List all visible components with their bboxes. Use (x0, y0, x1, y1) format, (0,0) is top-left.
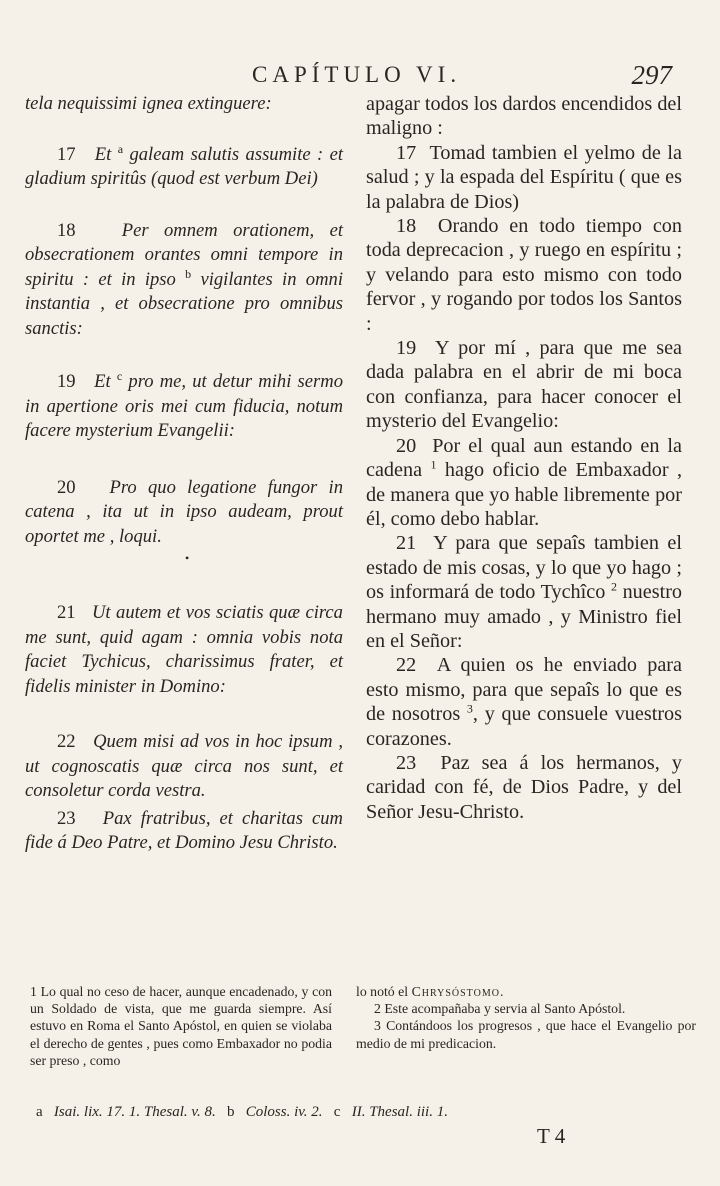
verse-number: 18 (396, 215, 417, 238)
footnote-2: 2 Este acompañaba y servia al Santo Apóstol. (374, 1001, 626, 1017)
verse-text: hago oficio de Embaxador , de manera que yo hable libremente por él, como debo hablar. (366, 459, 683, 530)
verse-text: Pro quo legatione fungor in catena , ita ut in ipso audeam, prout oportet me , loqui. (25, 476, 343, 547)
verse-number: 20 (396, 434, 417, 457)
footnote-right-column (356, 983, 696, 1052)
spanish-verse-19 (366, 336, 682, 434)
latin-verse-22 (25, 730, 343, 804)
spanish-verse-17 (366, 141, 682, 214)
verse-text: Ut autem et vos sciatis quæ circa me sunt, quid agam : omnia vobis nota faciet Tychicus, charissimus frater, et fidelis minister in Domino: (25, 602, 343, 697)
verse-number: 18 (57, 219, 76, 241)
footnote-author: Chrysóstomo. (411, 984, 505, 999)
verse-text: Et (94, 371, 111, 392)
verse-text: , y que consuele vuestros corazones. (366, 703, 682, 750)
reference-marker: a (36, 1104, 43, 1120)
verse-number: 19 (57, 371, 76, 392)
spanish-verse-16-end: apagar todos los dardos encendidos del maligno : (366, 93, 682, 140)
cross-references (36, 1104, 686, 1121)
verse-text: Y por mí , para que me sea dada palabra en el abrir de mi boca con confianza, para hacer conocer el mysterio del Evangelio: (366, 337, 683, 433)
reference-text: Isai. lix. 17. 1. Thesal. v. 8. (53, 1104, 216, 1120)
verse-number: 20 (57, 476, 76, 498)
verse-number: 22 (396, 654, 417, 677)
spanish-verse-20 (366, 434, 682, 532)
reference-marker: c (333, 1104, 341, 1120)
footnote-1-continuation (356, 983, 696, 1000)
latin-verse-23 (25, 807, 343, 856)
footnote-text: lo notó el (356, 984, 409, 999)
verse-text: Y para que sepaîs tambien el estado de mis cosas, y lo que yo hago ; os informará de todo Tychîco (366, 532, 682, 604)
verse-text: Tomad tambien el yelmo de la salud ; y la espada del Espíritu ( que es la palabra de Dios) (366, 141, 683, 213)
footnote-3: 3 Contándoos los progresos , que hace el Evangelio por medio de mi predicacion. (356, 1018, 696, 1051)
verse-text: Quem misi ad vos in hoc ipsum , ut cognoscatis quæ circa nos sunt, et consoletur corda vestra. (25, 731, 344, 801)
footnote-marker: 1 (430, 457, 437, 472)
verse-number: 17 (396, 141, 417, 164)
verse-text: Per omnem orationem, et obsecrationem orantes omni tempore in spiritu : et in ipso (25, 219, 343, 290)
signature-mark: T 4 (537, 1124, 566, 1148)
spanish-verse-18 (366, 214, 682, 336)
verse-text: Paz sea á los hermanos, y caridad con fé, de Dios Padre, y del Señor Jesu-Christo. (366, 751, 682, 823)
verse-text: Orando en todo tiempo con toda deprecacion , y ruego en espíritu ; y velando para esto mismo con todo fervor , y rogando por todos los Santos : (366, 215, 682, 335)
latin-verse-18 (25, 219, 343, 342)
spanish-column (366, 92, 682, 824)
verse-number: 22 (57, 731, 76, 752)
spanish-verse-23 (366, 751, 682, 824)
verse-number: 19 (396, 337, 417, 360)
verse-number: 21 (57, 602, 76, 623)
latin-verse-17 (25, 143, 343, 192)
spanish-verse-21 (366, 531, 682, 653)
verse-number: 23 (57, 807, 76, 829)
verse-text: A quien os he enviado para esto mismo, para que sepaîs lo que es de nosotros (366, 654, 682, 726)
running-head: CAPÍTULO VI. (252, 62, 462, 87)
verse-text: galeam salutis assumite : et gladium spiritûs (quod est verbum Dei) (25, 143, 344, 189)
latin-column: tela nequissimi ignea extinguere: 17 Et $^a$ galeam salutis assumite : et gladium spiritûs (quod est verbum Dei) 18 Per omnem orationem, et obsecrationem orantes omni tempore in spiritu : et in ipso $^b$ vigilantes in omni instantia , et obsecratione pro omnibus sanctis: 19 Et $^c$ pro me, ut detur mihi sermo in apertione oris mei cum fiducia, notum facere mysterium Evangelii: 20 Pro quo legatione fungor in catena , ita ut in ipso audeam, prout oportet me , loqui. • 21 Ut autem et vos sciatis quæ circa me sunt, quid agam : omnia vobis nota faciet Tychicus, charissimus frater, et fidelis minister in Domino: 22 Quem misi ad vos in hoc ipsum , ut cognoscatis quæ circa nos sunt, et consoletur corda vestra. 23 Pax fratribus, et charitas cum fide á Deo Patre, et Domino Jesu Christo. (25, 92, 343, 856)
footnote-1: 1 Lo qual no ceso de hacer, aunque encadenado, y con un Soldado de vista, que me guarda siempre. Así estuvo en Roma el Santo Apóstol, en quien se violaba el derecho de gentes , pues como Embaxador no podia ser preso , como (30, 984, 332, 1068)
footnote-left-column (30, 983, 332, 1069)
verse-number: 23 (396, 751, 417, 774)
reference-marker: a (117, 141, 124, 156)
reference-text: Coloss. iv. 2. (245, 1104, 323, 1120)
verse-text: Et (94, 143, 112, 165)
latin-verse-16-end: tela nequissimi ignea extinguere: (25, 93, 272, 114)
verse-number: 17 (57, 143, 76, 165)
verse-text: vigilantes in omni instantia , et obsecratione pro omnibus sanctis: (25, 268, 343, 339)
latin-verse-19 (25, 370, 343, 444)
reference-text: II. Thesal. iii. 1. (351, 1104, 448, 1120)
verse-text: Pax fratribus, et charitas cum fide á Deo Patre, et Domino Jesu Christo. (25, 807, 343, 853)
verse-number: 21 (396, 532, 417, 555)
verse-text: pro me, ut detur mihi sermo in apertione oris mei cum fiducia, notum facere mysterium Evangelii: (25, 371, 343, 441)
footnote-marker: 2 (610, 579, 617, 594)
reference-marker: c (116, 368, 123, 383)
spanish-verse-22 (366, 653, 682, 751)
verse-text: nuestro hermano muy amado , y Ministro fiel en el Señor: (366, 581, 683, 652)
reference-marker: b (226, 1104, 235, 1120)
reference-marker: b (185, 266, 192, 281)
page-number: 297 (631, 60, 672, 90)
latin-verse-21 (25, 601, 343, 699)
verse-text: Por el qual aun estando en la cadena (366, 434, 682, 482)
latin-verse-20 (25, 476, 343, 550)
footnote-marker: 3 (466, 701, 473, 716)
